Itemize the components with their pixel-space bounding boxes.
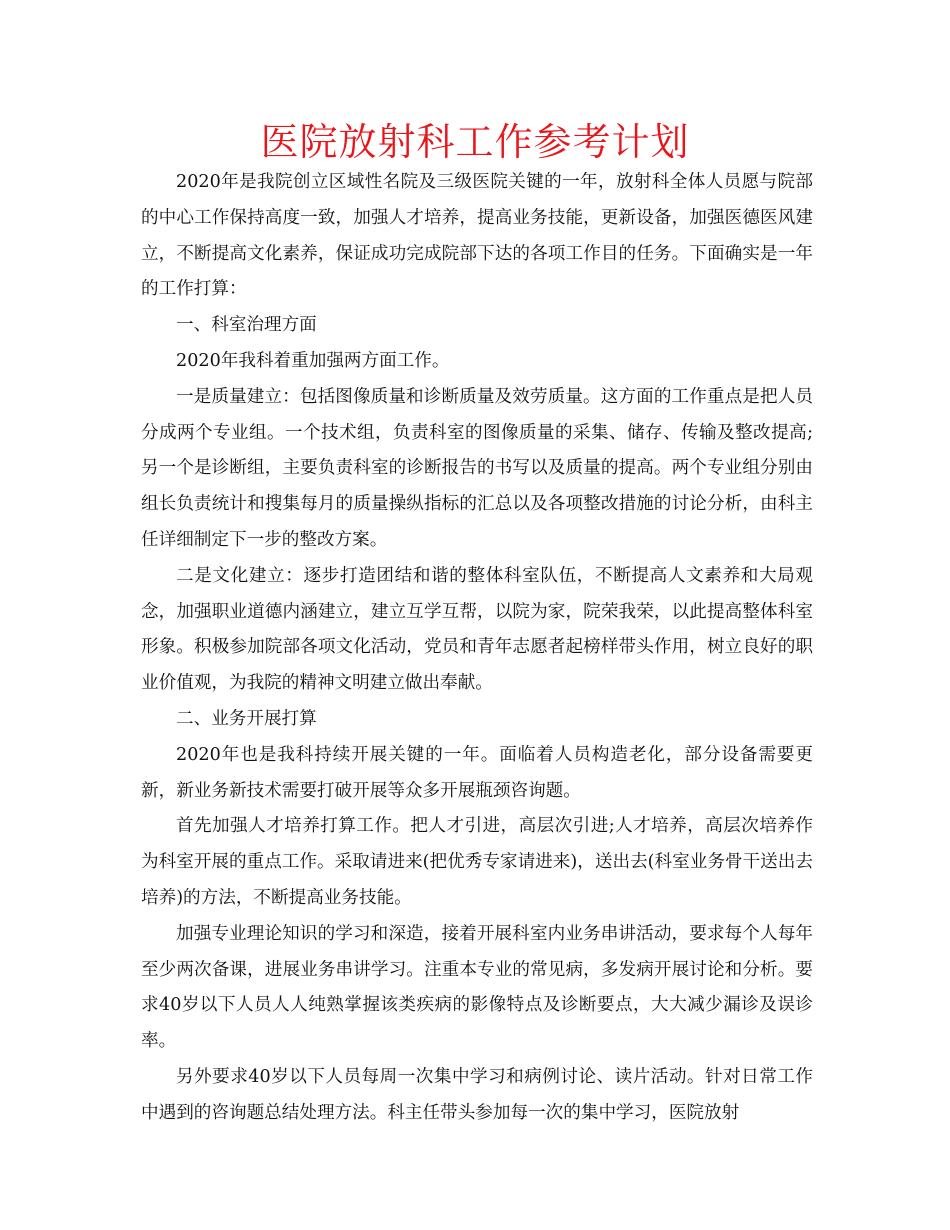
document-title: 医院放射科工作参考计划 — [260, 120, 690, 164]
document-body — [141, 165, 813, 1132]
paragraph-theory-study: 加强专业理论知识的学习和深造，接着开展科室内业务串讲活动，要求每个人每年至少两次备课，进展业务串讲学习。注重本专业的常见病，多发病开展讨论和分析。要求40岁以下人员人人纯熟掌握该类疾病的影像特点及诊断要点，大大减少漏诊及误诊率。 — [141, 923, 813, 1052]
paragraph-intro: 2020年是我院创立区域性名院及三级医院关键的一年，放射科全体人员愿与院部的中心工作保持高度一致，加强人才培养，提高业务技能，更新设备，加强医德医风建立，不断提高文化素养，保证成功完成院部下达的各项工作目的任务。下面确实是一年的工作打算： — [141, 172, 813, 300]
paragraph-talent-training: 首先加强人才培养打算工作。把人才引进，高层次引进;人才培养，高层次培养作为科室开展的重点工作。采取请进来(把优秀专家请进来)，送出去(科室业务骨干送出去培养)的方法，不断提高业务技能。 — [141, 816, 813, 908]
section-heading-management: 一、科室治理方面 — [176, 315, 317, 336]
paragraph-business-key-year: 2020年也是我科持续开展关键的一年。面临着人员构造老化，部分设备需要更新，新业务新技术需要打破开展等众多开展瓶颈咨询题。 — [141, 744, 813, 801]
section-heading-business-plan: 二、业务开展打算 — [176, 708, 317, 729]
paragraph-management-focus: 2020年我科着重加强两方面工作。 — [176, 350, 450, 371]
paragraph-quality-construction: 一是质量建立：包括图像质量和诊断质量及效劳质量。这方面的工作重点是把人员分成两个专业组。一个技术组，负责科室的图像质量的采集、储存、传输及整改提高;另一个是诊断组，主要负责科室的诊断报告的书写以及质量的提高。两个专业组分别由组长负责统计和搜集每月的质量操纵指标的汇总以及各项整改措施的讨论分析，由科主任详细制定下一步的整改方案。 — [141, 386, 813, 550]
paragraph-weekly-study: 另外要求40岁以下人员每周一次集中学习和病例讨论、读片活动。针对日常工作中遇到的咨询题总结处理方法。科主任带头参加每一次的集中学习，医院放射 — [141, 1066, 813, 1123]
paragraph-culture-construction: 二是文化建立：逐步打造团结和谐的整体科室队伍，不断提高人文素养和大局观念，加强职业道德内涵建立，建立互学互帮，以院为家，院荣我荣，以此提高整体科室形象。积极参加院部各项文化活动，党员和青年志愿者起榜样带头作用，树立良好的职业价值观，为我院的精神文明建立做出奉献。 — [141, 565, 813, 694]
